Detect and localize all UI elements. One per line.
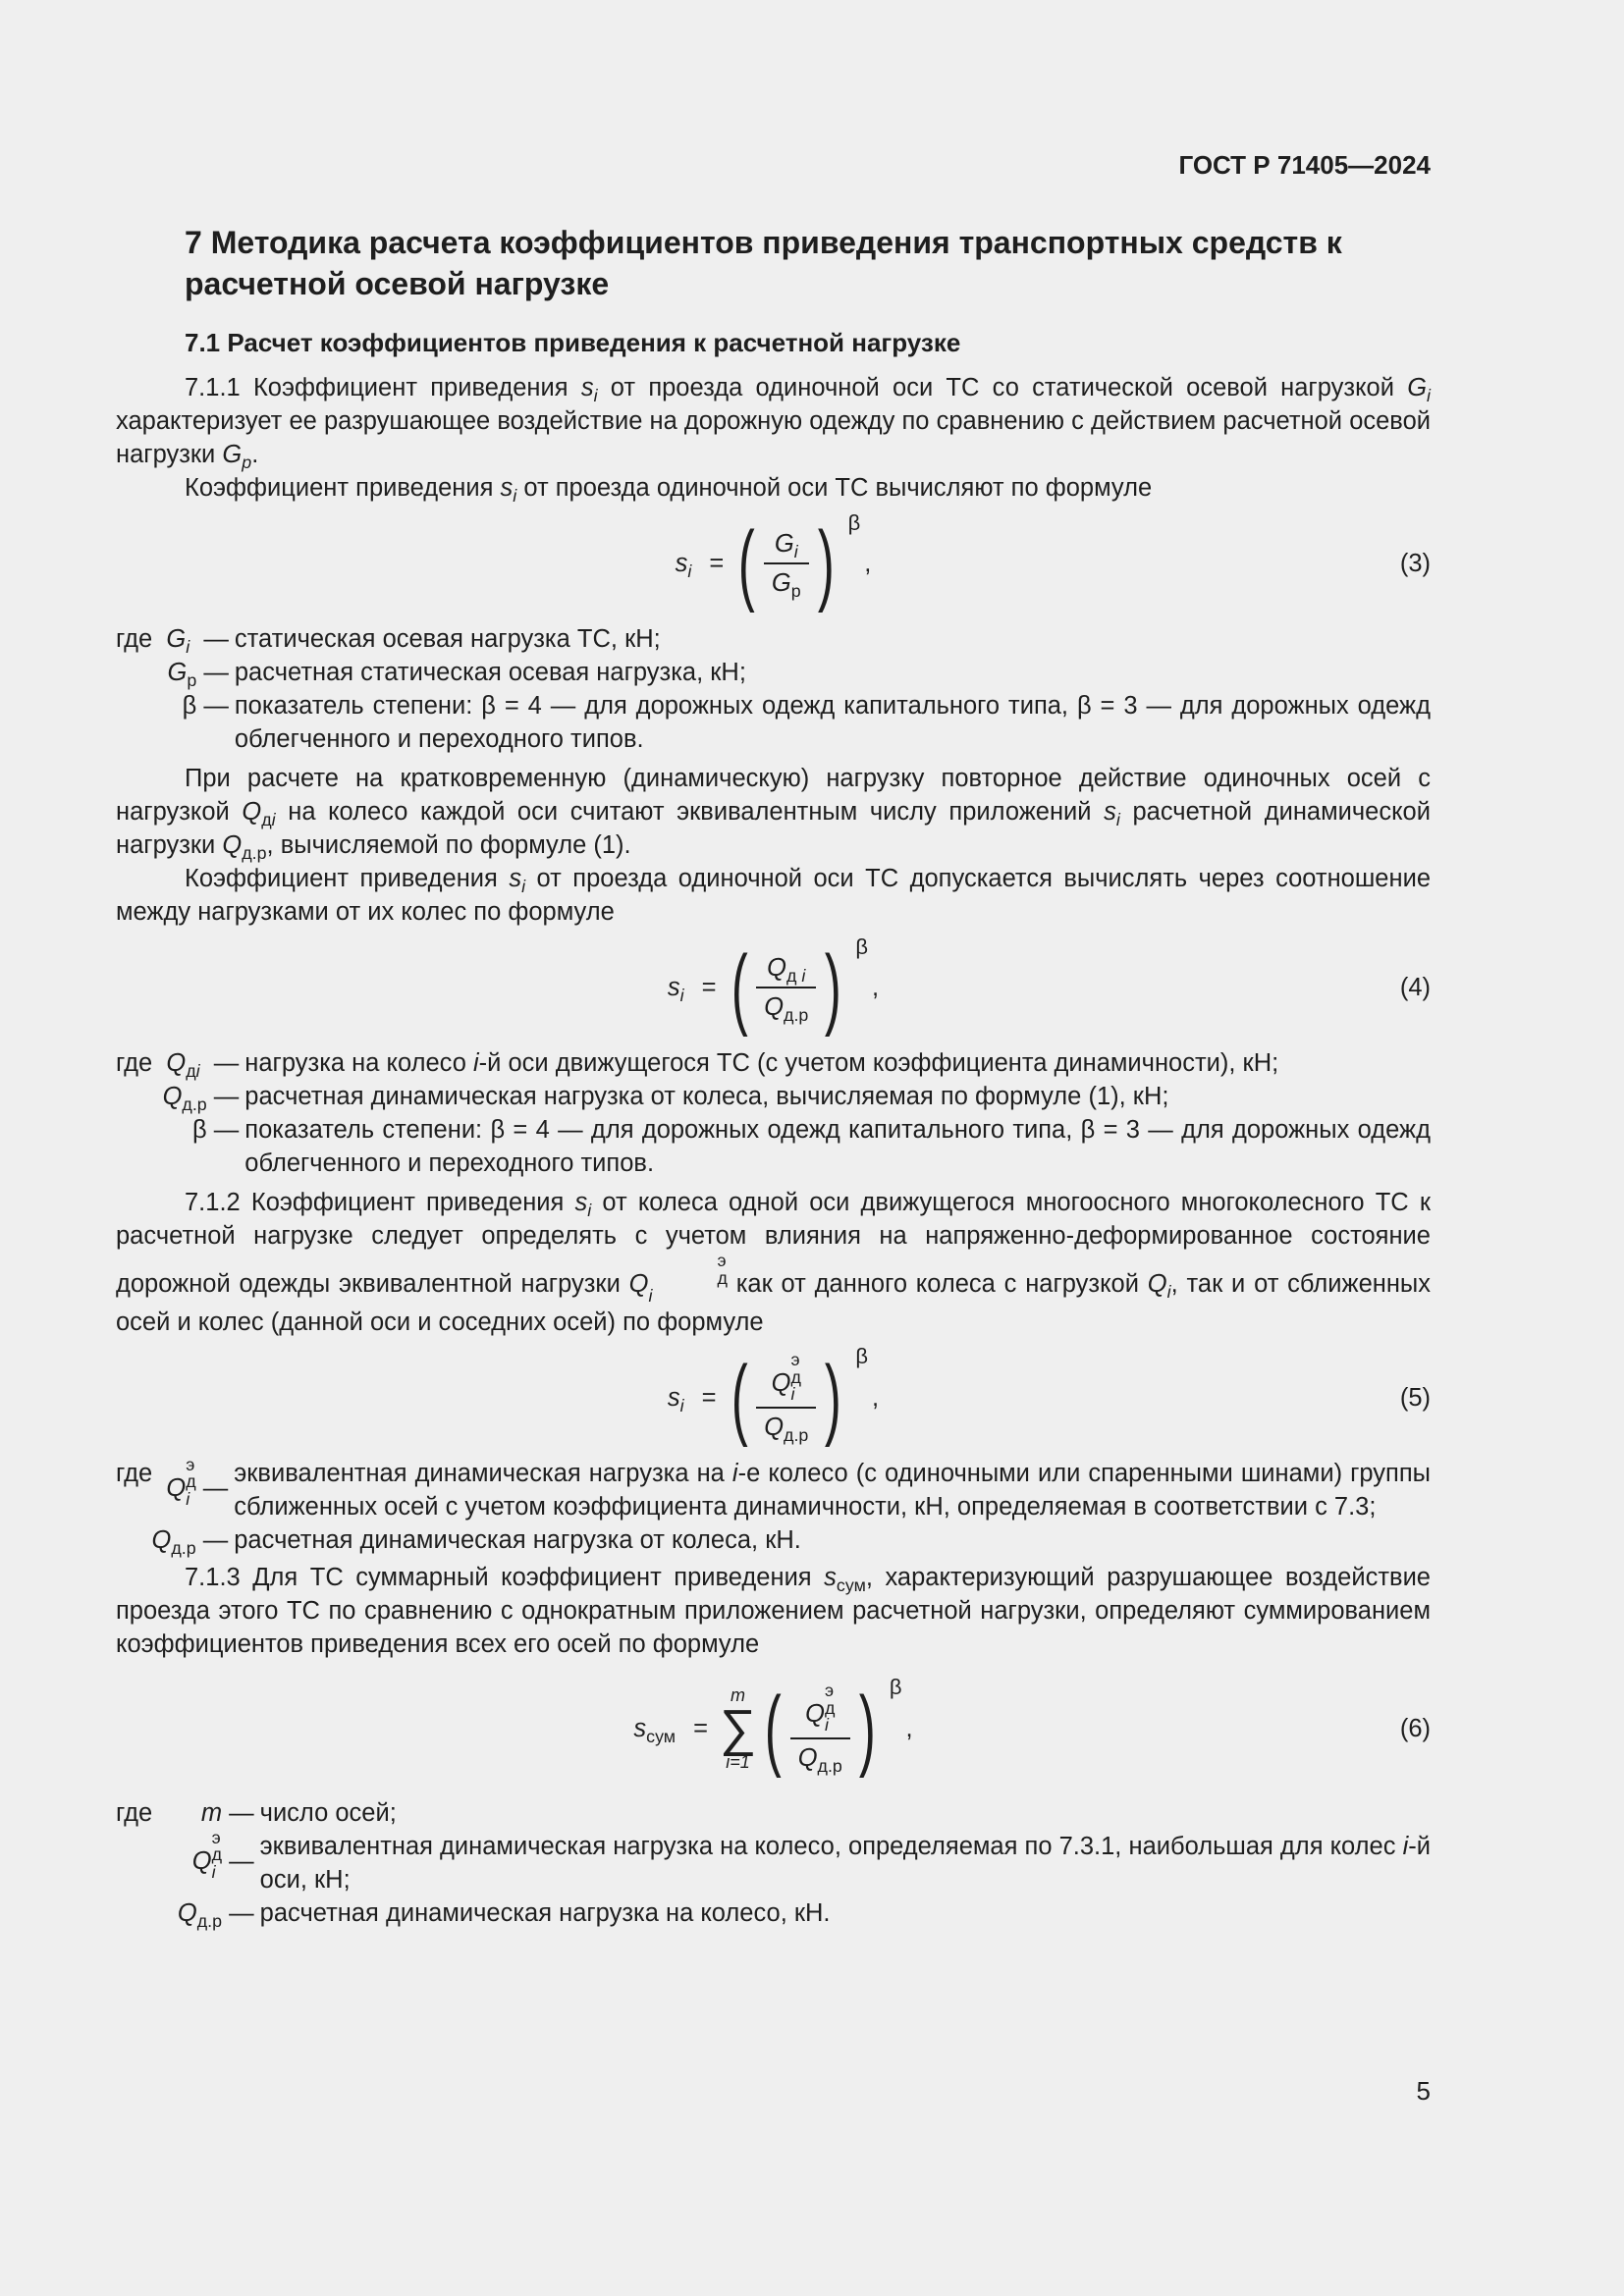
section-title: 7 Методика расчета коэффициентов приведения транспортных средств к расчетной осевой нагрузке	[185, 225, 1342, 301]
formula-3: $s_i$ = ( $\frac{G_i}{G_р}$ ) β , (3)	[675, 510, 1431, 614]
document-body	[116, 222, 1431, 1930]
formula-4-number: (4)	[1399, 974, 1431, 1001]
paragraph-dynamic-load: При расчете на кратковременную (динамическую) нагрузку повторное действие одиночных осей с нагрузкой $Q_{дi}$ на колесо каждой оси считают эквивалентным числу приложений $s_i$ расчетной динамической нагрузки $Q_{д.р}$, вычисляемой по формуле (1).	[116, 765, 1431, 864]
subsection-title: 7.1 Расчет коэффициентов приведения к расчетной нагрузке	[185, 328, 961, 357]
formula-6-definitions: где m — число осей; Q э д i — эквивалентная динамическая нагрузка на колесо, определяемая по 7.3.1, наибольшая для колес i-й оси, кН; $Q_{д.р}$ — расчетная динамическая нагрузка на колесо, кН.	[116, 1798, 1432, 1931]
paragraph-formula-4-intro: Коэффициент приведения $s_i$ от проезда одиночной оси ТС допускается вычислять через соотношение между нагрузками от их колес по формуле	[116, 865, 1431, 926]
formula-6: $s_{сум}$ = m ∑ i=1 ( Q э д i $Q_{д.р}$ ) β , (6)	[633, 1674, 1431, 1779]
page-number: 5	[1416, 2076, 1431, 2106]
paragraph-7-1-1: 7.1.1 Коэффициент приведения $s_i$ от проезда одиночной оси ТС со статической осевой нагрузкой $G_i$ характеризует ее разрушающее воздействие на дорожную одежду по сравнению с действием расчетной осевой нагрузки $G_р$.	[116, 374, 1432, 473]
formula-3-number: (3)	[1399, 550, 1431, 577]
document-id-header: ГОСТ Р 71405—2024	[1178, 150, 1431, 180]
formula-6-number: (6)	[1399, 1714, 1431, 1742]
paragraph-7-1-2: 7.1.2 Коэффициент приведения $s_i$ от колеса одной оси движущегося многоосного многоколесного ТС к расчетной нагрузке следует определять с учетом влияния на напряженно-деформированное состояние дорожной одежды эквивалентной нагрузки Q э д i как от данного колеса с нагрузкой $Q_i$, так и от сближенных осей и колес (данной оси и соседних осей) по формуле	[116, 1189, 1432, 1336]
formula-4: $s_i$ = ( $\frac{Q_{д i}}{Q_{д.р}}$ ) β , (4)	[667, 934, 1431, 1038]
paragraph-formula-3-intro: Коэффициент приведения $s_i$ от проезда одиночной оси ТС вычисляют по формуле	[185, 474, 1153, 507]
formula-5: $s_i$ = ( Q э д i $Q_{д.р}$ ) β , (5)	[667, 1343, 1431, 1448]
formula-3-definitions: где $G_i$ — статическая осевая нагрузка ТС, кН; $G_р$ — расчетная статическая осевая нагрузка, кН; β — показатель степени: β = 4 — для дорожных одежд капитального типа, β = 3 — для дорожных одежд облегченного и переходного типов.	[116, 625, 1431, 753]
formula-5-definitions: где Q э д i — эквивалентная динамическая нагрузка на i-е колесо (с одиночными или спаренными шинами) группы сближенных осей с учетом коэффициента динамичности, кН, определяемая в соответствии с 7.3; $Q_{д.р}$ — расчетная динамическая нагрузка от колеса, кН.	[116, 1454, 1432, 1558]
formula-4-definitions: где $Q_{дi}$ — нагрузка на колесо i-й оси движущегося ТС (с учетом коэффициента динамичности), кН; $Q_{д.р}$ — расчетная динамическая нагрузка от колеса, вычисляемая по формуле (1), кН; β — показатель степени: β = 4 — для дорожных одежд капитального типа, β = 3 — для дорожных одежд облегченного и переходного типов.	[116, 1049, 1431, 1177]
paragraph-7-1-3: 7.1.3 Для ТС суммарный коэффициент приведения $s_{сум}$, характеризующий разрушающее воздействие проезда этого ТС по сравнению с однократным приложением расчетной нагрузки, определяют суммированием коэффициентов приведения всех его осей по формуле	[116, 1563, 1431, 1658]
formula-5-number: (5)	[1399, 1383, 1431, 1412]
